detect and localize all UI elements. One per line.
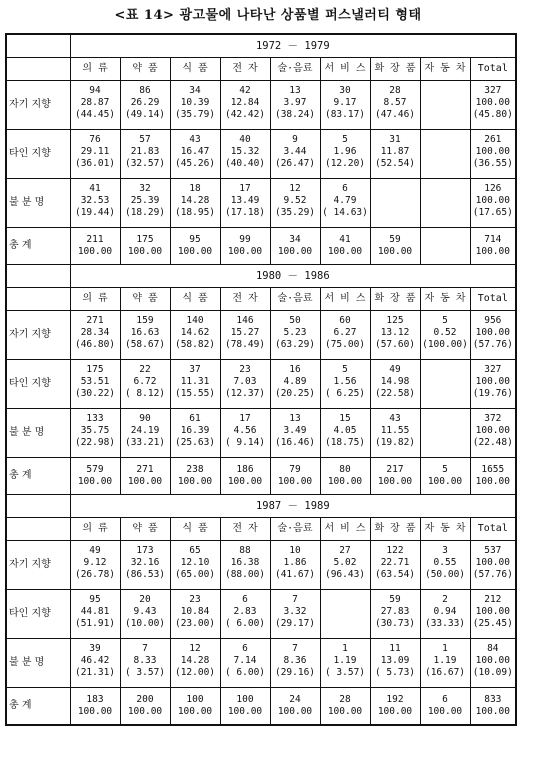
data-cell: 23 10.84 (23.00) xyxy=(170,590,220,639)
data-cell: 15 4.05 (18.75) xyxy=(320,409,370,458)
data-cell: 31 11.87 (52.54) xyxy=(370,130,420,179)
data-cell: 11 13.09 ( 5.73) xyxy=(370,639,420,688)
total-cell: 99 100.00 xyxy=(220,228,270,265)
data-cell: 95 44.81 (51.91) xyxy=(70,590,120,639)
data-cell: 61 16.39 (25.63) xyxy=(170,409,220,458)
data-cell: 59 27.83 (30.73) xyxy=(370,590,420,639)
data-cell: 42 12.84 (42.42) xyxy=(220,81,270,130)
data-cell: 17 4.56 ( 9.14) xyxy=(220,409,270,458)
total-cell: 79 100.00 xyxy=(270,458,320,495)
data-cell: 40 15.32 (40.40) xyxy=(220,130,270,179)
data-cell: 1 1.19 ( 3.57) xyxy=(320,639,370,688)
data-cell xyxy=(320,590,370,639)
data-cell: 372 100.00 (22.48) xyxy=(470,409,516,458)
data-cell xyxy=(420,179,470,228)
row-label: 자기 지향 xyxy=(6,311,70,360)
data-cell: 12 9.52 (35.29) xyxy=(270,179,320,228)
total-cell: 175 100.00 xyxy=(120,228,170,265)
data-cell: 13 3.97 (38.24) xyxy=(270,81,320,130)
column-header: 전 자 xyxy=(220,518,270,541)
data-cell: 5 1.96 (12.20) xyxy=(320,130,370,179)
total-cell: 34 100.00 xyxy=(270,228,320,265)
column-header: 자 동 차 xyxy=(420,58,470,81)
total-cell: 211 100.00 xyxy=(70,228,120,265)
data-cell: 43 16.47 (45.26) xyxy=(170,130,220,179)
table-row xyxy=(6,130,516,179)
row-label: 자기 지향 xyxy=(6,541,70,590)
data-cell: 261 100.00 (36.55) xyxy=(470,130,516,179)
total-cell: 238 100.00 xyxy=(170,458,220,495)
column-header: 화 장 품 xyxy=(370,58,420,81)
total-cell: 714 100.00 xyxy=(470,228,516,265)
period-label: 1980 － 1986 xyxy=(70,265,516,288)
column-header: Total xyxy=(470,58,516,81)
data-cell: 86 26.29 (49.14) xyxy=(120,81,170,130)
total-cell: 217 100.00 xyxy=(370,458,420,495)
data-cell xyxy=(420,81,470,130)
row-label: 타인 지향 xyxy=(6,590,70,639)
total-cell: 200 100.00 xyxy=(120,688,170,726)
data-cell: 133 35.75 (22.98) xyxy=(70,409,120,458)
table-row xyxy=(6,81,516,130)
data-cell: 20 9.43 (10.00) xyxy=(120,590,170,639)
row-label: 자기 지향 xyxy=(6,81,70,130)
data-cell: 7 8.33 ( 3.57) xyxy=(120,639,170,688)
data-cell: 30 9.17 (83.17) xyxy=(320,81,370,130)
data-cell: 10 1.86 (41.67) xyxy=(270,541,320,590)
data-cell: 57 21.83 (32.57) xyxy=(120,130,170,179)
data-cell: 5 0.52 (100.00) xyxy=(420,311,470,360)
personality-table xyxy=(5,33,517,726)
total-row xyxy=(6,688,516,726)
table-row xyxy=(6,409,516,458)
data-cell: 537 100.00 (57.76) xyxy=(470,541,516,590)
total-row xyxy=(6,458,516,495)
data-cell: 3 0.55 (50.00) xyxy=(420,541,470,590)
total-label: 총 계 xyxy=(6,688,70,726)
data-cell: 37 11.31 (15.55) xyxy=(170,360,220,409)
period-row xyxy=(6,265,516,288)
table-row xyxy=(6,311,516,360)
column-header: 의 류 xyxy=(70,58,120,81)
column-header: 화 장 품 xyxy=(370,518,420,541)
table-row xyxy=(6,179,516,228)
column-header: 의 류 xyxy=(70,518,120,541)
data-cell: 327 100.00 (19.76) xyxy=(470,360,516,409)
data-cell: 94 28.87 (44.45) xyxy=(70,81,120,130)
data-cell: 65 12.10 (65.00) xyxy=(170,541,220,590)
table-title: <표 14> 광고물에 나타난 상품별 퍼스낼러티 형태 xyxy=(114,8,422,23)
data-cell: 60 6.27 (75.00) xyxy=(320,311,370,360)
data-cell: 146 15.27 (78.49) xyxy=(220,311,270,360)
column-header: 약 품 xyxy=(120,518,170,541)
column-header: 식 품 xyxy=(170,518,220,541)
table-body xyxy=(6,34,516,725)
total-cell: 833 100.00 xyxy=(470,688,516,726)
column-header: Total xyxy=(470,518,516,541)
data-cell: 5 1.56 ( 6.25) xyxy=(320,360,370,409)
column-header: 자 동 차 xyxy=(420,518,470,541)
total-cell: 186 100.00 xyxy=(220,458,270,495)
period-spacer xyxy=(6,265,70,288)
data-cell: 50 5.23 (63.29) xyxy=(270,311,320,360)
column-header: 서 비 스 xyxy=(320,58,370,81)
row-label: 불 분 명 xyxy=(6,179,70,228)
column-header: Total xyxy=(470,288,516,311)
data-cell: 122 22.71 (63.54) xyxy=(370,541,420,590)
column-header: 술·음료 xyxy=(270,518,320,541)
table-row xyxy=(6,590,516,639)
column-header: 의 류 xyxy=(70,288,120,311)
column-header: 서 비 스 xyxy=(320,518,370,541)
data-cell xyxy=(370,179,420,228)
data-cell: 41 32.53 (19.44) xyxy=(70,179,120,228)
total-row xyxy=(6,228,516,265)
data-cell: 23 7.03 (12.37) xyxy=(220,360,270,409)
data-cell: 159 16.63 (58.67) xyxy=(120,311,170,360)
column-header: 약 품 xyxy=(120,58,170,81)
total-cell: 80 100.00 xyxy=(320,458,370,495)
data-cell: 84 100.00 (10.09) xyxy=(470,639,516,688)
period-label: 1972 － 1979 xyxy=(70,34,516,58)
data-cell: 6 7.14 ( 6.00) xyxy=(220,639,270,688)
data-cell: 27 5.02 (96.43) xyxy=(320,541,370,590)
total-cell: 5 100.00 xyxy=(420,458,470,495)
row-label: 타인 지향 xyxy=(6,360,70,409)
data-cell: 6 4.79 ( 14.63) xyxy=(320,179,370,228)
data-cell: 125 13.12 (57.60) xyxy=(370,311,420,360)
total-cell: 24 100.00 xyxy=(270,688,320,726)
data-cell: 76 29.11 (36.01) xyxy=(70,130,120,179)
data-cell: 18 14.28 (18.95) xyxy=(170,179,220,228)
total-cell: 100 100.00 xyxy=(220,688,270,726)
total-label: 총 계 xyxy=(6,228,70,265)
data-cell: 1 1.19 (16.67) xyxy=(420,639,470,688)
data-cell: 126 100.00 (17.65) xyxy=(470,179,516,228)
table-row xyxy=(6,541,516,590)
data-cell: 32 25.39 (18.29) xyxy=(120,179,170,228)
data-cell: 7 3.32 (29.17) xyxy=(270,590,320,639)
data-cell: 13 3.49 (16.46) xyxy=(270,409,320,458)
data-cell: 17 13.49 (17.18) xyxy=(220,179,270,228)
column-header: 화 장 품 xyxy=(370,288,420,311)
data-cell: 43 11.55 (19.82) xyxy=(370,409,420,458)
column-header: 전 자 xyxy=(220,288,270,311)
data-cell: 49 9.12 (26.78) xyxy=(70,541,120,590)
data-cell: 90 24.19 (33.21) xyxy=(120,409,170,458)
column-header: 서 비 스 xyxy=(320,288,370,311)
table-row xyxy=(6,360,516,409)
column-header: 술·음료 xyxy=(270,288,320,311)
period-label: 1987 － 1989 xyxy=(70,495,516,518)
data-cell: 49 14.98 (22.58) xyxy=(370,360,420,409)
row-label: 불 분 명 xyxy=(6,409,70,458)
period-spacer xyxy=(6,495,70,518)
total-cell xyxy=(420,228,470,265)
period-row xyxy=(6,34,516,58)
data-cell xyxy=(420,360,470,409)
data-cell: 271 28.34 (46.80) xyxy=(70,311,120,360)
total-cell: 41 100.00 xyxy=(320,228,370,265)
data-cell: 12 14.28 (12.00) xyxy=(170,639,220,688)
row-label: 타인 지향 xyxy=(6,130,70,179)
header-spacer xyxy=(6,518,70,541)
data-cell: 140 14.62 (58.82) xyxy=(170,311,220,360)
data-cell: 7 8.36 (29.16) xyxy=(270,639,320,688)
data-cell: 39 46.42 (21.31) xyxy=(70,639,120,688)
data-cell xyxy=(420,130,470,179)
row-label: 불 분 명 xyxy=(6,639,70,688)
column-header: 약 품 xyxy=(120,288,170,311)
data-cell xyxy=(420,409,470,458)
total-cell: 59 100.00 xyxy=(370,228,420,265)
data-cell: 9 3.44 (26.47) xyxy=(270,130,320,179)
data-cell: 212 100.00 (25.45) xyxy=(470,590,516,639)
period-spacer xyxy=(6,34,70,58)
total-cell: 100 100.00 xyxy=(170,688,220,726)
data-cell: 16 4.89 (20.25) xyxy=(270,360,320,409)
total-cell: 579 100.00 xyxy=(70,458,120,495)
data-cell: 6 2.83 ( 6.00) xyxy=(220,590,270,639)
header-spacer xyxy=(6,288,70,311)
data-cell: 175 53.51 (30.22) xyxy=(70,360,120,409)
data-cell: 34 10.39 (35.79) xyxy=(170,81,220,130)
total-cell: 28 100.00 xyxy=(320,688,370,726)
table-row xyxy=(6,639,516,688)
data-cell: 88 16.38 (88.00) xyxy=(220,541,270,590)
total-cell: 95 100.00 xyxy=(170,228,220,265)
data-cell: 28 8.57 (47.46) xyxy=(370,81,420,130)
header-row xyxy=(6,518,516,541)
header-row xyxy=(6,58,516,81)
total-cell: 192 100.00 xyxy=(370,688,420,726)
data-cell: 956 100.00 (57.76) xyxy=(470,311,516,360)
total-cell: 1655 100.00 xyxy=(470,458,516,495)
column-header: 식 품 xyxy=(170,58,220,81)
total-cell: 271 100.00 xyxy=(120,458,170,495)
column-header: 자 동 차 xyxy=(420,288,470,311)
data-cell: 2 0.94 (33.33) xyxy=(420,590,470,639)
total-cell: 183 100.00 xyxy=(70,688,120,726)
period-row xyxy=(6,495,516,518)
data-cell: 173 32.16 (86.53) xyxy=(120,541,170,590)
total-label: 총 계 xyxy=(6,458,70,495)
column-header: 전 자 xyxy=(220,58,270,81)
column-header: 술·음료 xyxy=(270,58,320,81)
column-header: 식 품 xyxy=(170,288,220,311)
header-spacer xyxy=(6,58,70,81)
data-cell: 327 100.00 (45.80) xyxy=(470,81,516,130)
total-cell: 6 100.00 xyxy=(420,688,470,726)
data-cell: 22 6.72 ( 8.12) xyxy=(120,360,170,409)
header-row xyxy=(6,288,516,311)
